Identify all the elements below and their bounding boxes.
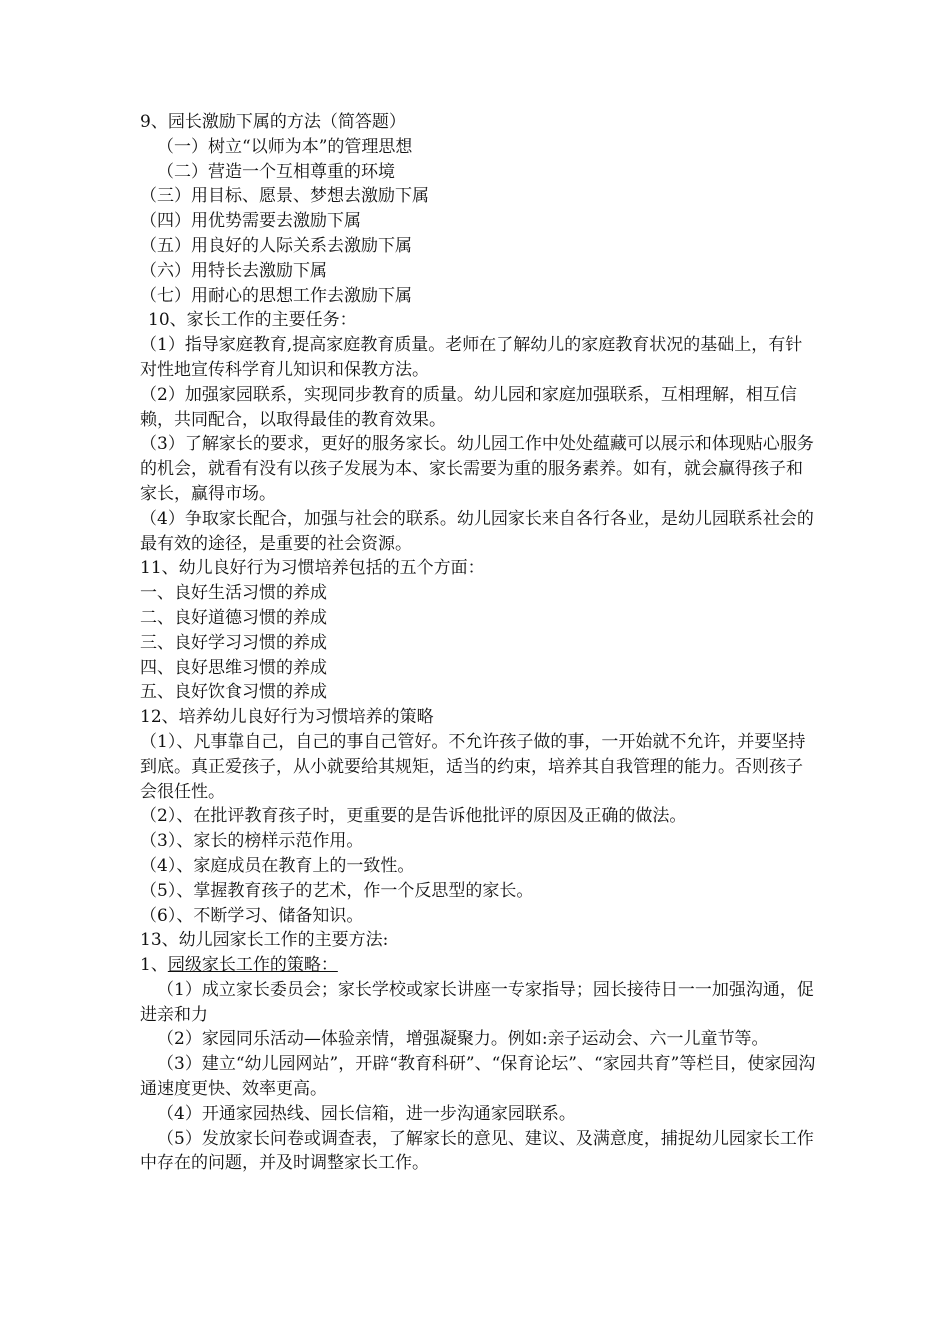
section-11-item: 一、良好生活习惯的养成 [140,583,327,604]
section-13-paragraph: （5）发放家长问卷或调查表，了解家长的意见、建议、及满意度，捕捉幼儿园家长工作中存在的问题，并及时调整家长工作。 [140,1128,814,1174]
section-9-item: （三）用目标、愿景、梦想去激励下属 [140,186,429,207]
section-13-paragraph: （3）建立“幼儿园网站”，开辟“教育科研”、“保育论坛”、“家园共育”等栏目，使家园沟通速度更快、效率更高。 [140,1054,816,1100]
section-11-item: 二、良好道德习惯的养成 [140,607,327,628]
subheading-number: 1、 [140,955,168,976]
section-9-item: （四）用优势需要去激励下属 [140,211,361,232]
section-11-item: 三、良好学习习惯的养成 [140,632,327,653]
section-10-paragraph: （4）争取家长配合，加强与社会的联系。幼儿园家长来自各行各业，是幼儿园联系社会的最有效的途径，是重要的社会资源。 [140,508,814,554]
subheading-title: 园级家长工作的策略： [167,955,338,976]
section-12-paragraph: （3）、家长的榜样示范作用。 [140,831,364,852]
section-9-item: （一）树立“以师为本”的管理思想 [157,136,413,157]
section-12-paragraph: （6）、不断学习、储备知识。 [140,905,364,926]
section-12-paragraph: （1）、凡事靠自己，自己的事自己管好。不允许孩子做的事，一开始就不允许，并要坚持到底。真正爱孩子，从小就要给其规矩，适当的约束，培养其自我管理的能力。否则孩子会很任性。 [140,731,806,802]
document-body [140,110,816,1176]
section-10-paragraph: （3）了解家长的要求，更好的服务家长。幼儿园工作中处处蕴藏可以展示和体现贴心服务的机会，就看有没有以孩子发展为本、家长需要为重的服务素养。如有，就会赢得孩子和家长，赢得市场。 [140,434,814,504]
section-10-paragraph: （1）指导家庭教育,提高家庭教育质量。老师在了解幼儿的家庭教育状况的基础上，有针对性地宣传科学育儿知识和保教方法。 [140,335,803,380]
section-9-item: （二）营造一个互相尊重的环境 [157,161,395,182]
section-9-item: （七）用耐心的思想工作去激励下属 [140,285,412,306]
section-11-heading: 11、幼儿良好行为习惯培养包括的五个方面： [140,558,485,579]
section-13-subheading [140,953,816,978]
section-12-paragraph: （2）、在批评教育孩子时，更重要的是告诉他批评的原因及正确的做法。 [140,806,687,827]
section-12-paragraph: （5）、掌握教育孩子的艺术，作一个反思型的家长。 [140,880,534,901]
section-10-paragraph: （2）加强家园联系，实现同步教育的质量。幼儿园和家庭加强联系，互相理解，相互信赖，共同配合，以取得最佳的教育效果。 [140,384,797,430]
section-13-paragraph: （4）开通家园热线、园长信箱，进一步沟通家园联系。 [157,1103,576,1124]
section-11-item: 五、良好饮食习惯的养成 [140,682,327,703]
section-10-heading: 10、家长工作的主要任务： [148,310,357,331]
section-12-paragraph: （4）、家庭成员在教育上的一致性。 [140,855,415,876]
section-12-heading: 12、培养幼儿良好行为习惯培养的策略 [140,707,434,728]
section-11-item: 四、良好思维习惯的养成 [140,657,327,678]
section-9-item: （五）用良好的人际关系去激励下属 [140,235,412,256]
section-13-paragraph: （1）成立家长委员会；家长学校或家长讲座一专家指导；园长接待日一一加强沟通，促进亲和力 [140,979,814,1025]
section-9-heading: 9、园长激励下属的方法（简答题） [140,112,406,132]
section-13-heading: 13、幼儿园家长工作的主要方法: [140,930,389,951]
section-9-item: （六）用特长去激励下属 [140,260,327,281]
section-13-paragraph: （2）家园同乐活动—体验亲情，增强凝聚力。例如:亲子运动会、六一儿童节等。 [157,1029,769,1050]
